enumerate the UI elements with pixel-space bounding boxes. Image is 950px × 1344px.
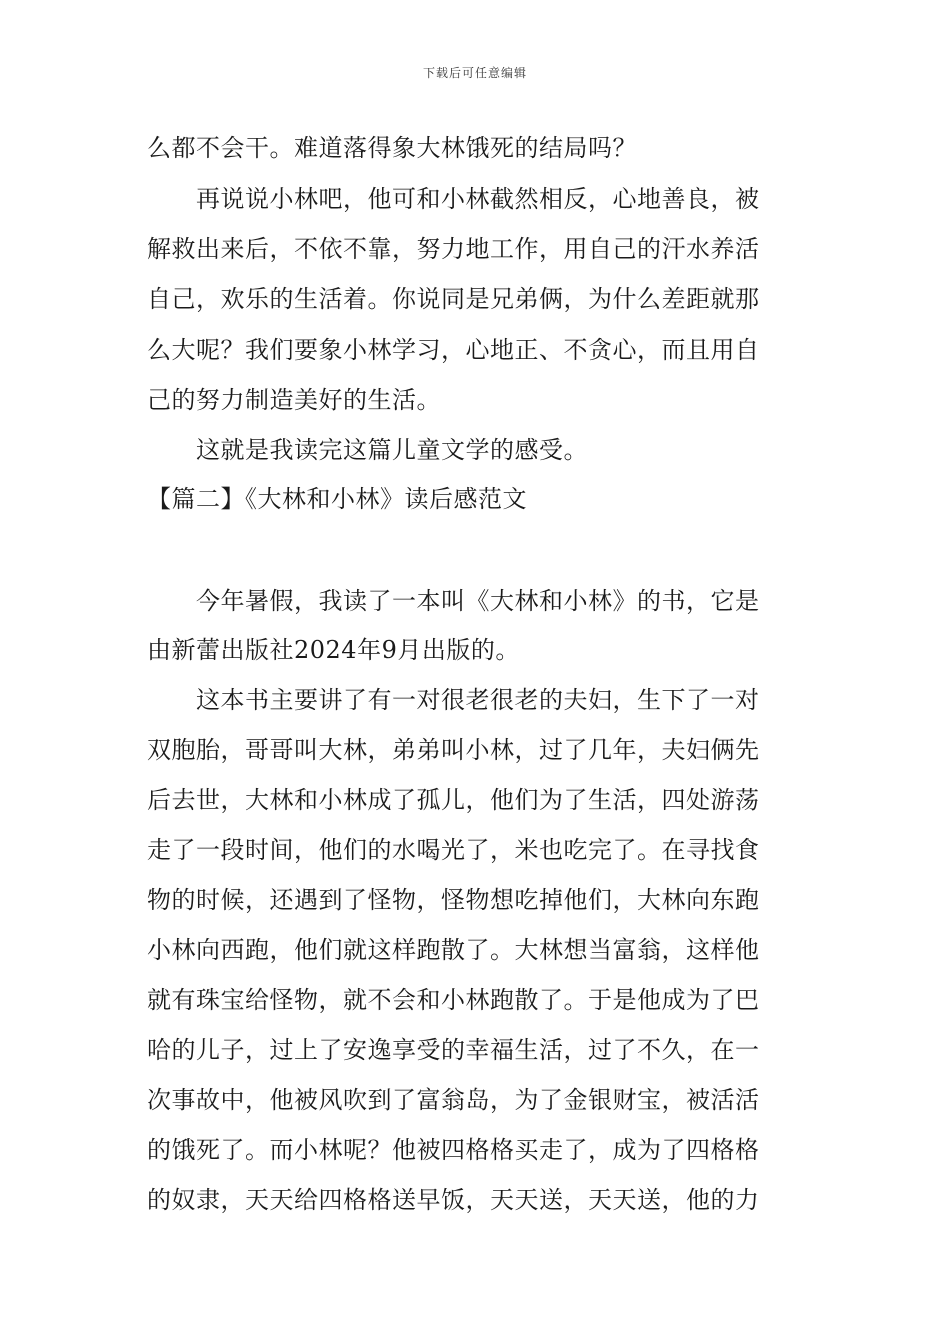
paragraph-line: 这就是我读完这篇儿童文学的感受。 bbox=[196, 436, 588, 464]
paragraph-line: 自己，欢乐的生活着。你说同是兄弟俩，为什么差距就那 bbox=[147, 285, 760, 313]
paragraph-line: 解救出来后，不依不靠，努力地工作，用自己的汗水养活 bbox=[147, 235, 760, 263]
paragraph-line: 就有珠宝给怪物，就不会和小林跑散了。于是他成为了巴 bbox=[147, 986, 760, 1014]
section-heading: 【篇二】《大林和小林》读后感范文 bbox=[147, 485, 527, 513]
paragraph-line: 小林向西跑，他们就这样跑散了。大林想当富翁，这样他 bbox=[147, 936, 760, 964]
paragraph-line: 走了一段时间，他们的水喝光了，米也吃完了。在寻找食 bbox=[147, 836, 760, 864]
paragraph-line: 的奴隶，天天给四格格送早饭，天天送，天天送，他的力 bbox=[147, 1186, 760, 1214]
paragraph-line: 后去世，大林和小林成了孤儿，他们为了生活，四处游荡 bbox=[147, 786, 760, 814]
paragraph-line: 再说说小林吧，他可和小林截然相反，心地善良，被 bbox=[196, 185, 760, 213]
paragraph-line: 次事故中，他被风吹到了富翁岛，为了金银财宝，被活活 bbox=[147, 1086, 760, 1114]
paragraph-line: 物的时候，还遇到了怪物，怪物想吃掉他们，大林向东跑 bbox=[147, 886, 760, 914]
paragraph-line: 双胞胎，哥哥叫大林，弟弟叫小林，过了几年，夫妇俩先 bbox=[147, 736, 760, 764]
page-header: 下载后可任意编辑 bbox=[422, 66, 527, 80]
paragraph-line: 这本书主要讲了有一对很老很老的夫妇，生下了一对 bbox=[196, 686, 760, 714]
paragraph-line: 哈的儿子，过上了安逸享受的幸福生活，过了不久，在一 bbox=[147, 1036, 760, 1064]
paragraph-line: 的饿死了。而小林呢？他被四格格买走了，成为了四格格 bbox=[147, 1136, 760, 1164]
paragraph-line: 么都不会干。难道落得象大林饿死的结局吗？ bbox=[147, 134, 637, 162]
paragraph-line: 今年暑假，我读了一本叫《大林和小林》的书，它是 bbox=[196, 587, 760, 615]
paragraph-line: 己的努力制造美好的生活。 bbox=[147, 386, 441, 414]
paragraph-line: 么大呢？我们要象小林学习，心地正、不贪心，而且用自 bbox=[147, 336, 760, 364]
paragraph-line: 由新蕾出版社2024年9月出版的。 bbox=[147, 636, 520, 664]
